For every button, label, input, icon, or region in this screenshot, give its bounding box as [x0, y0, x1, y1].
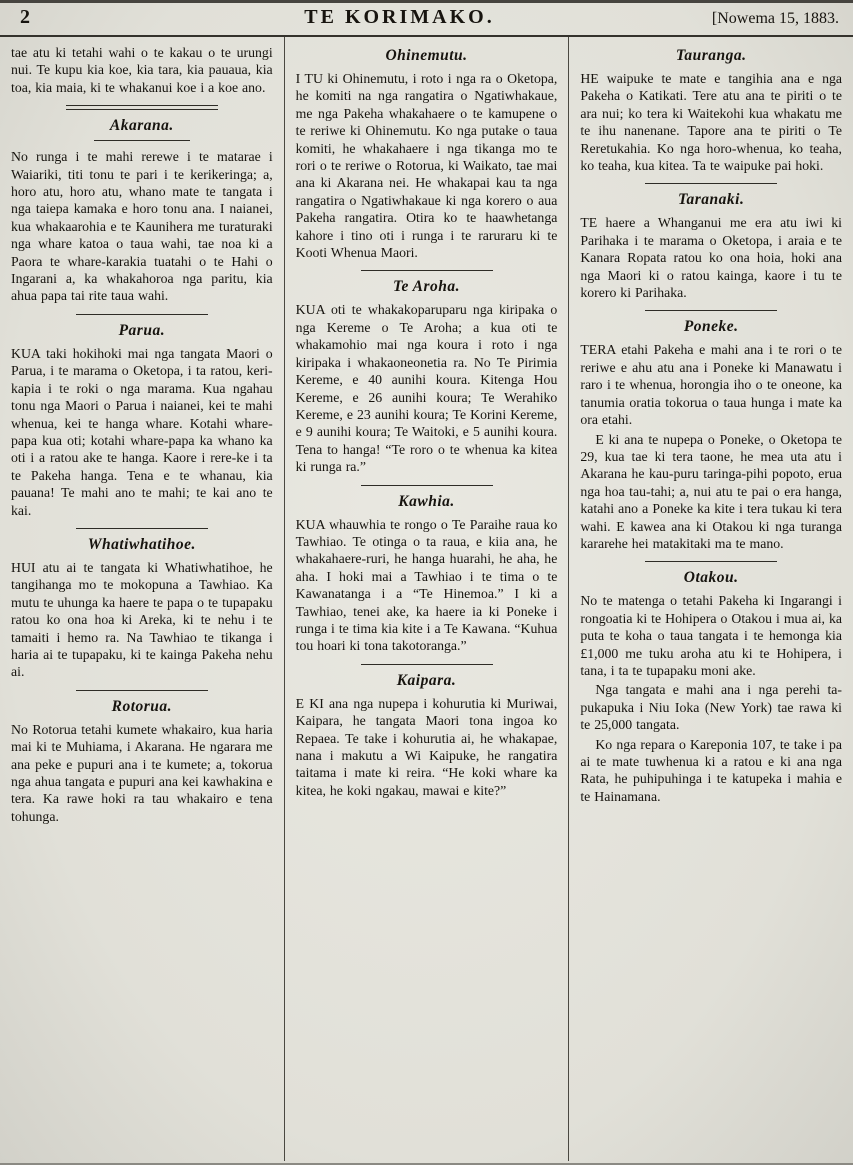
section-divider: [76, 528, 208, 529]
article-text: KUA taki hokihoki mai nga tangata Maori o Parua, i te marama o Oketopa, i ta ratou, keri-kapia i te roki o nga marama. Kua ngahau tonu nga Maori o Parua i naianei, kei te mahi whenua, kei te hanga whare. Kotahi whare-papa kua oti; kotahi whare-papa ka whano ka oti i a ratou ake te hanga. Kaore i rere-ke i ta te Pakeha hanga. Tena e te whanau, kia pauana! Te mahi ano te mahi; te kai ano te kai.: [11, 345, 273, 518]
section-divider: [76, 690, 208, 691]
section-divider: [645, 561, 777, 562]
article-text: KUA oti te whakakoparuparu nga kiripaka o nga Kereme o Te Aroha; a kua oti te whakamohio mai nga koura i roto i nga kiripaka i whakaoneonetia ra. No Te Pirimia Kereme, e 40 aunihi koura. Kitenga Hou Kereme, e 26 aunihi koura; Te Werahiko Kereme, e 23 aunihi koura; Te Korini Kereme, e 9 aunihi koura; Te Waitoki, e 5 aunihi koura. Tena to hanga! “Te roro o te whenua ka kitea ki runga ra.”: [295, 302, 558, 475]
article-text: E KI ana nga nupepa i kohurutia ki Muriwai, Kaipara, he tangata Maori tona ingoa ko Repaea. Te take i kohurutia ai, he whakapae, nana i makutu a Wi Kaipuke, he rangatira taitama i mate ki reira. “He koki whare ka kitea, he koki ngakau, mawai e kite?”: [295, 695, 558, 798]
article-akarana: [11, 105, 273, 305]
article-text: Nga tangata e mahi ana i nga perehi ta-pukapuka i Niu Ioka (New York) tae rawa ki te 25,000 tangata.: [580, 682, 843, 733]
article-heading: Taranaki.: [677, 191, 745, 209]
article-heading: Kaipara.: [396, 671, 457, 689]
section-divider: [361, 664, 493, 665]
masthead-title: TE KORIMAKO.: [304, 6, 495, 28]
section-divider: [645, 310, 777, 311]
section-divider: [361, 485, 493, 486]
article-text: No runga i te mahi rerewe i te matarae i Waiariki, titi tonu te pari i te kerikeringa; a, horo atu, horo atu, whano mate te tangata i nga taiepa kamaka e horo tonu ana. I naianei, kua whakaarohia e te Kaunihera me turaturaki nga whare katoa o taua wahi, tae noa ki a Paora te whare-karakia tuatahi o te Hahi o Ingarani a, ka whakahoroa nga paritu, kia ahua papa tai rite taua wahi.: [11, 149, 273, 304]
issue-date: [Nowema 15, 1883.: [711, 10, 839, 27]
article-text: E ki ana te nupepa o Poneke, o Oketopa te 29, kua tae ki tera taone, he mea uta atu i Akarana he kau-puru taringa-pihi popoto, erua nga hoa tau-tahi; a, nui atu te pai o era hanga, katahi ano a Poneke ka kite i tera tukau ki tera wahi. E kawea ana ki Otakou ki nga turanga kararehe hei matakitaki ma te mano.: [580, 431, 843, 551]
article-kaipara: [296, 664, 558, 799]
article-heading: Rotorua.: [111, 697, 173, 715]
article-text: TE haere a Whanganui me era atu iwi ki Parihaka i te marama o Oketopa, i araia e te Kanara Ropata ratou ko ona hoia, hoki ana nga Maori ki o ratou kainga, kaore i tu te korero ki Parihaka.: [580, 215, 843, 301]
section-divider: [361, 270, 493, 271]
column-3: [568, 37, 853, 1161]
article-heading: Akarana.: [109, 117, 174, 135]
section-divider: [76, 314, 208, 315]
article-continuation: [11, 44, 273, 96]
article-kawhia: [296, 485, 558, 655]
masthead-header: [0, 0, 853, 32]
article-poneke: [580, 310, 842, 552]
column-2: [284, 37, 569, 1161]
article-heading: Whatiwhatihoe.: [87, 535, 196, 553]
article-text: Ko nga repara o Kareponia 107, te take i pa ai te mate tuwhenua ki a ratou e ki ana nga Rata, he puhipuhinga i te katupeka i mahia e te Hainamana.: [580, 736, 843, 804]
article-heading: Kawhia.: [398, 492, 455, 510]
article-heading: Parua.: [118, 321, 166, 339]
article-text: HUI atu ai te tangata ki Whatiwhatihoe, he tangihanga mo te mokopuna a Tawhiao. Ka mutu te uhunga ka haere te papa o te tupapaku ratou ko ona hoa ki Areka, ki te nehu i te tamaiti i hemo ra. Na Tawhiao te tikanga i haria ai te tupapaku, ki te kainga Pakeha nehu ai.: [11, 559, 273, 680]
article-text: HE waipuke te mate e tangihia ana e nga Pakeha o Katikati. Tere atu ana te piriti o te ara nui; ko tera ki Waitekohi kua whakatu me te ihu nanenane. Tapore ana te piriti o Te Reretukahia. Ko nga horo-whenua, ko teaha, ko teaha, kua kitea. Ta te waipuke pai hoki.: [580, 71, 843, 174]
article-text: KUA whauwhia te rongo o Te Paraihe raua ko Tawhiao. Te otinga o ta raua, e kiia ana, he whakahaere-ruri, he hanga huarahi, he aha, he aha. I hoki mai a Tawhiao i te tima o te Kawanatanga i a “Te Hinemoa.” I ki a Tawhiao, tenei ake, ka haere ia ki Poneke i runga i te tima kia kite i a Te Kawana. “Kuhua tou hoari ki tona takotoranga.”: [295, 516, 558, 654]
column-1: [0, 37, 284, 1161]
article-text: TERA etahi Pakeha e mahi ana i te rori o te reriwe e ahu atu ana i Poneke ki Manawatu i raro i te whenua, horongia iho o te oneone, ka tanumia oratia tokorua o taua hunga i mate ka ora etahi.: [580, 342, 843, 428]
article-heading: Tauranga.: [675, 47, 747, 64]
article-ohinemutu: [296, 47, 558, 261]
article-text: No Rotorua tetahi kumete whakairo, kua haria mai ki te Muhiama, i Akarana. He ngarara me ana peke e pupuri ana i te kumete; a, tokorua nga ahua tangata e pupuri ana kei kawhakina e tera. Ka rawe hoki ra tau whakairo e tena tohunga.: [11, 721, 273, 824]
article-text: No te matenga o tetahi Pakeha ki Ingarangi i rongoatia ki te Hohipera o Otakou i mua ai, ka puta te koha o taua tangata i te hemonga kia £1,000 me tuku aroha atu ki te Hohipera, i tana, i ta te tupapaku moni ake.: [580, 593, 843, 678]
scan-edge-top: [0, 0, 853, 3]
article-heading: Te Aroha.: [392, 278, 461, 296]
article-heading: Otakou.: [683, 569, 739, 587]
article-heading: Ohinemutu.: [385, 47, 468, 64]
article-whatiwhatihoe: [11, 528, 273, 681]
page-number: 2: [20, 6, 30, 28]
article-text: tae atu ki tetahi wahi o te kakau o te urungi nui. Te kupu kia koe, kia tara, kia pauaua, kia toa, kia maia, ki te whakanui koe i a koe ano.: [11, 45, 273, 95]
article-tauranga: [580, 47, 842, 174]
article-heading: Poneke.: [683, 318, 739, 336]
article-text: I TU ki Ohinemutu, i roto i nga ra o Oketopa, he komiti na nga rangatira o Ngatiwhakaue, me nga Pakeha whakahaere o te kamupene o te reriwe ki Ohinemutu. Ko nga putake o taua komiti, he whakahaere i nga tikanga mo te rori o te reriwe o Rotorua, ki Waikato, tae mai ana ki Akarana nei. He whakapai kau ta nga rangatira o Ngatiwhakaue ki nga korero o aua Pakeha rangatira. Otira ko te haawhetanga kahore i tino oti i runga i te raruraru ki te Kooti Whenua Maori.: [295, 71, 558, 261]
section-divider: [66, 105, 218, 110]
section-divider: [645, 183, 777, 184]
article-otakou: [580, 561, 842, 805]
article-rotorua: [11, 690, 273, 825]
article-parua: [11, 314, 273, 519]
article-taranaki: [580, 183, 842, 301]
heading-underline: [94, 140, 190, 141]
article-te-aroha: [296, 270, 558, 475]
columns-container: [0, 37, 853, 1161]
